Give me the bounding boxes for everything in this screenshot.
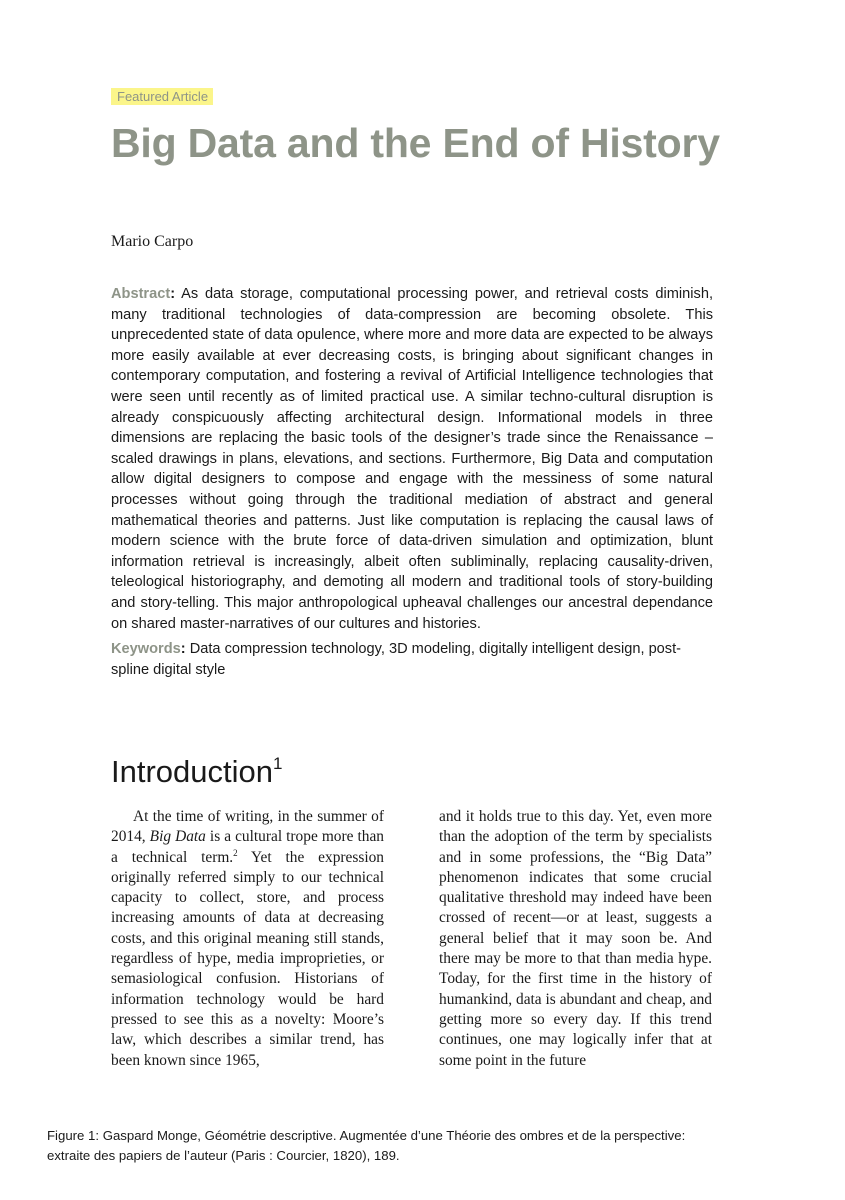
- featured-article-tag: Featured Article: [111, 88, 213, 105]
- body-column-left: [111, 807, 384, 1071]
- abstract: [111, 284, 713, 634]
- section-heading-text: Introduction: [111, 754, 273, 789]
- keywords-label: Keywords: [111, 641, 181, 657]
- keywords-text: Data compression technology, 3D modeling, digitally intelligent design, post-spline digital style: [111, 641, 682, 678]
- abstract-colon: :: [170, 286, 176, 302]
- body-left-text-3: Yet the expression originally referred simply to our technical capacity to collect, store, and process increasing amounts of data at decreasing costs, and this original meaning still stands, regardless of hype, media improprieties, or semasiological confusion. Historians of information technology would be hard pressed to see this as a novelty: Moore’s law, which describes a similar trend, has been known since 1965,: [111, 848, 385, 1069]
- body-column-right: and it holds true to this day. Yet, even more than the adoption of the term by specialists and in some professions, the “Big Data” phenomenon indicates that some crucial qualitative threshold may indeed have been crossed of recent—or at least, suggests a general belief that it may soon be. And there may be more to that than media hype. Today, for the first time in the history of humankind, data is abundant and cheap, and getting more so every day. If this trend continues, one may logically infer that at some point in the future: [439, 808, 712, 1069]
- abstract-label: Abstract: [111, 286, 171, 302]
- footnote-ref-2: 2: [233, 847, 238, 858]
- footnote-ref-1: 1: [273, 754, 283, 773]
- section-heading: [111, 752, 282, 792]
- figure-caption: Figure 1: Gaspard Monge, Géométrie descriptive. Augmentée d’une Théorie des ombres et de la perspective: extraite des papiers de l’auteur (Paris : Courcier, 1820), 189.: [47, 1128, 686, 1163]
- article-title: Big Data and the End of History: [111, 120, 720, 166]
- body-left-text-1: At the time of writing, in the summer of 2014,: [111, 808, 384, 846]
- body-left-text-2: is a cultural trope more than a technical term.: [111, 828, 384, 866]
- abstract-text: As data storage, computational processing power, and retrieval costs diminish, many traditional technologies of data-compression are becoming obsolete. This unprecedented state of data opulence, where more and more data are expected to be always more easily available at ever decreasing costs, is bringing about significant changes in contemporary computation, and fostering a revival of Artificial Intelligence technologies that were seen until recently as of limited practical use. A similar techno-cultural disruption is already conspicuously affecting architectural design. Informational models in three dimensions are replacing the basic tools of the designer’s trade since the Renaissance – scaled drawings in plans, elevations, and sections. Furthermore, Big Data and computation allow digital designers to compose and engage with the messiness of some natural processes without going through the traditional mediation of abstract and general mathematical theories and patterns. Just like computation is replacing the causal laws of modern science with the brute force of data-driven simulation and optimization, blunt information retrieval is increasingly, albeit often subliminally, replacing causality-driven, teleological historiography, and demoting all modern and traditional tools of story-building and story-telling. This major anthropological upheaval challenges our ancestral dependance on shared master-narratives of our cultures and histories.: [111, 286, 714, 632]
- keywords: [111, 639, 713, 681]
- keywords-colon: :: [180, 641, 186, 657]
- author-name: Mario Carpo: [111, 233, 194, 250]
- body-left-italic: Big Data: [149, 828, 206, 846]
